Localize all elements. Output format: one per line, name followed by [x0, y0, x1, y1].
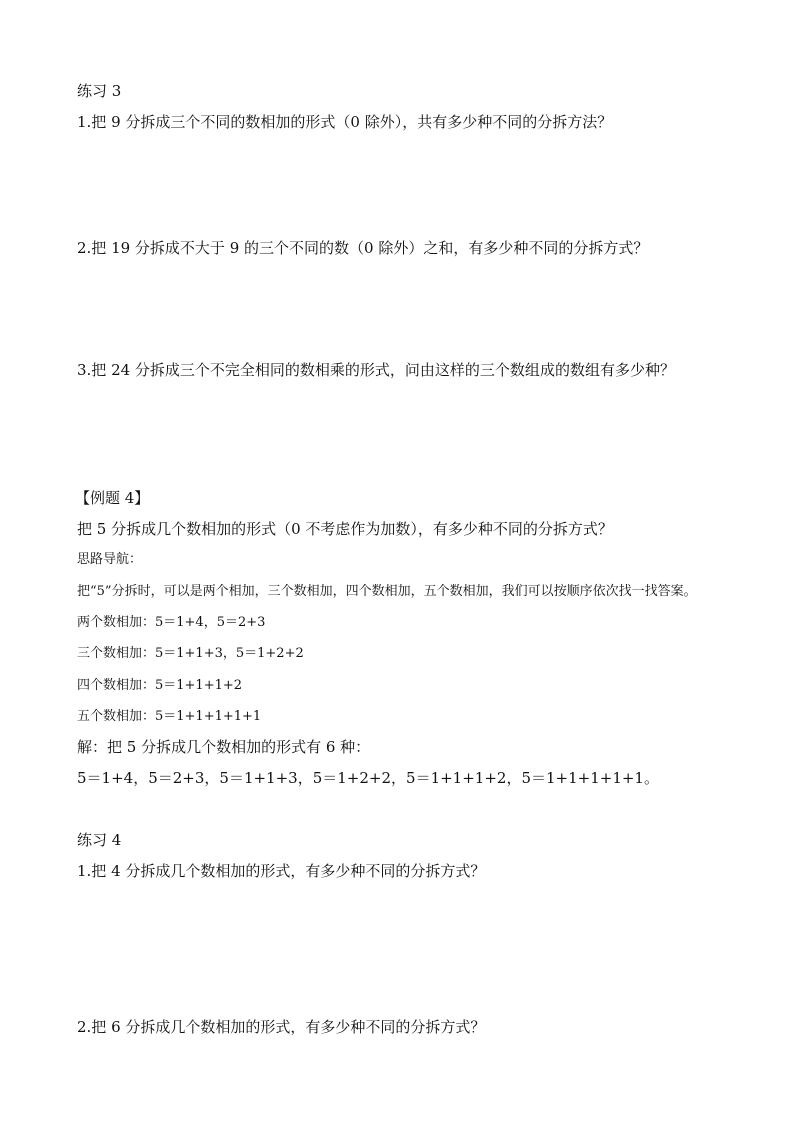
guide-label: 思路导航： [77, 552, 143, 567]
example4-question: 把 5 分拆成几个数相加的形式（0 不考虑作为加数），有多少种不同的分拆方式？ [77, 520, 613, 538]
practice3-question-2: 2.把 19 分拆成不大于 9 的三个不同的数（0 除外）之和，有多少种不同的分拆方式？ [77, 239, 649, 257]
five-addends-line: 五个数相加：5＝1+1+1+1+1 [77, 709, 262, 724]
practice4-question-1: 1.把 4 分拆成几个数相加的形式，有多少种不同的分拆方式？ [77, 862, 486, 880]
practice4-heading: 练习 4 [77, 831, 122, 849]
practice3-question-3: 3.把 24 分拆成三个不完全相同的数相乘的形式，问由这样的三个数组成的数组有多少种？ [77, 361, 675, 379]
practice3-question-1: 1.把 9 分拆成三个不同的数相加的形式（0 除外），共有多少种不同的分拆方法？ [77, 113, 613, 131]
example4-heading: 【例题 4】 [75, 489, 150, 507]
solution-label: 解：把 5 分拆成几个数相加的形式有 6 种： [77, 738, 371, 756]
four-addends-line: 四个数相加：5＝1+1+1+2 [77, 678, 243, 693]
two-addends-line: 两个数相加：5＝1+4，5＝2+3 [77, 615, 266, 630]
three-addends-line: 三个数相加：5＝1+1+3，5＝1+2+2 [77, 646, 304, 661]
guide-text: 把“5”分拆时，可以是两个相加，三个数相加，四个数相加，五个数相加，我们可以按顺序依次找一找答案。 [77, 584, 697, 599]
practice4-question-2: 2.把 6 分拆成几个数相加的形式，有多少种不同的分拆方式？ [77, 1018, 486, 1036]
solution-list: 5＝1+4，5＝2+3，5＝1+1+3，5＝1+2+2，5＝1+1+1+2，5＝1+1+1+1+1。 [77, 769, 659, 787]
practice3-heading: 练习 3 [77, 82, 122, 100]
